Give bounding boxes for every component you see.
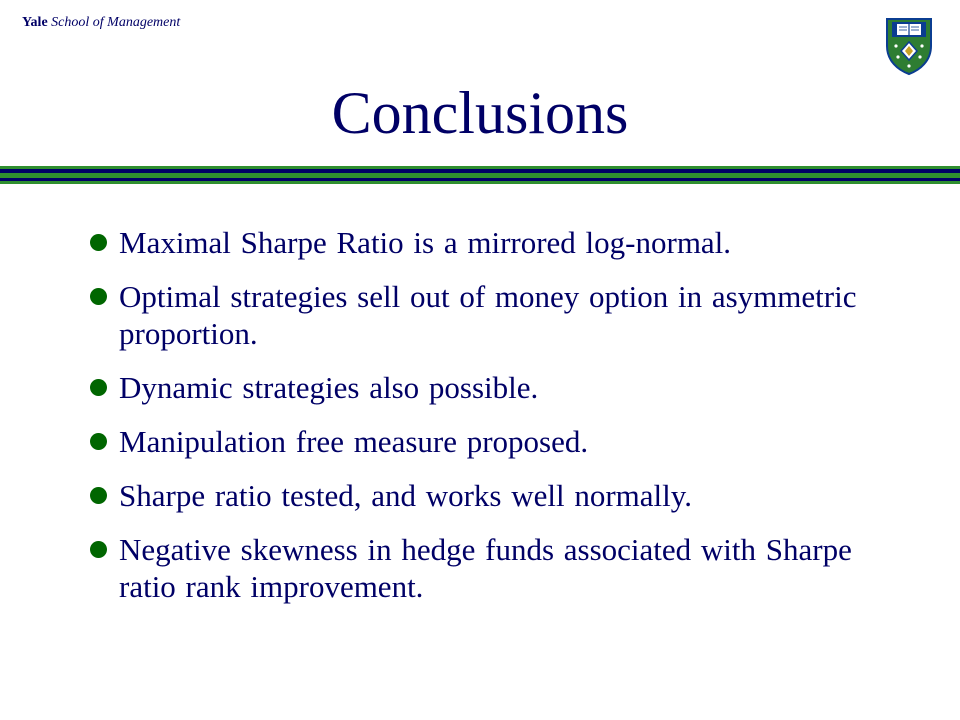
bullet-item: [90, 531, 910, 605]
bullet-item: [90, 278, 910, 352]
brand-name: Yale: [22, 15, 48, 30]
bullet-list: [90, 224, 910, 622]
bullet-dot-icon: [90, 433, 107, 450]
bullet-text: Negative skewness in hedge funds associated with Sharpe ratio rank improvement.: [119, 532, 852, 604]
bullet-dot-icon: [90, 487, 107, 504]
bullet-text: Optimal strategies sell out of money option in asymmetric proportion.: [119, 279, 857, 351]
bullet-text: Maximal Sharpe Ratio is a mirrored log-normal.: [119, 225, 732, 260]
yale-crest-icon: [884, 16, 934, 76]
brand-header: [22, 15, 180, 31]
brand-school: School of Management: [51, 15, 181, 30]
bullet-item: [90, 224, 910, 261]
slide-title: Conclusions: [331, 80, 629, 146]
bullet-dot-icon: [90, 379, 107, 396]
bullet-dot-icon: [90, 234, 107, 251]
bullet-dot-icon: [90, 288, 107, 305]
bullet-item: [90, 423, 910, 460]
bullet-item: [90, 477, 910, 514]
bullet-text: Sharpe ratio tested, and works well normally.: [119, 478, 693, 513]
title-divider: [0, 166, 960, 184]
bullet-text: Manipulation free measure proposed.: [119, 424, 589, 459]
bullet-text: Dynamic strategies also possible.: [119, 370, 539, 405]
bullet-item: [90, 369, 910, 406]
bullet-dot-icon: [90, 541, 107, 558]
